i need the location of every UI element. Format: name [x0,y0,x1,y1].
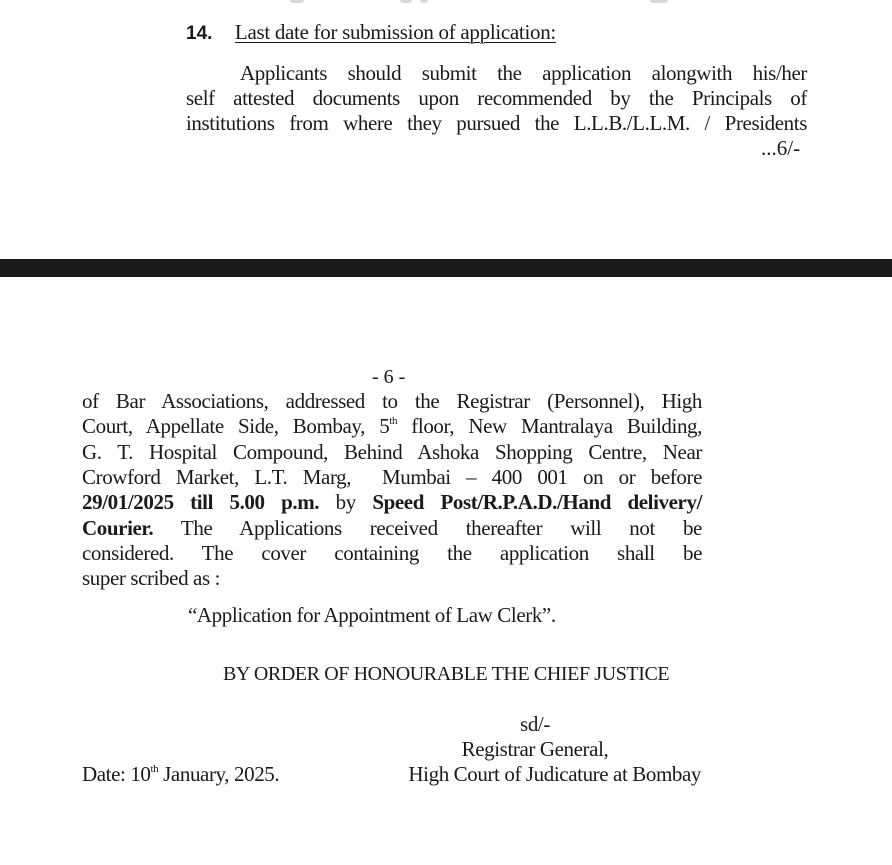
cutoff-previous-line [180,0,700,4]
page-5-fragment [0,0,892,259]
body-line [82,490,702,515]
body-text: Court, Appellate Side, Bombay, 5 [82,414,390,438]
date-text: January, 2025. [158,762,280,786]
body-line: of Bar Associations, addressed to the Registrar (Personnel), High [82,389,702,413]
section-title: Last date for submission of application: [234,20,556,44]
body-line [82,414,702,439]
signature-sd: sd/- [520,712,550,736]
superscript: th [389,415,398,427]
paragraph-line: self attested documents upon recommended by the Principals of [186,86,807,110]
continuation-marker: ...6/- [761,136,801,160]
body-line [82,516,702,541]
body-line: considered. The cover containing the application shall be [82,541,702,565]
body-line: G. T. Hospital Compound, Behind Ashoka Shopping Centre, Near [82,440,702,464]
signature-block [360,712,710,787]
delivery-modes: Speed Post/R.P.A.D./Hand delivery/ [372,490,703,514]
body-text: floor, New Mantralaya Building, [397,414,702,438]
deadline-date: 29/01/2025 till 5.00 p.m. [82,490,320,514]
signatory-designation: Registrar General, [461,737,609,761]
date-text: Date: 10 [82,762,151,786]
section-heading [186,20,556,46]
body-line: Crowford Market, L.T. Marg, Mumbai – 400 001 on or before [82,465,702,489]
page-separator [0,259,892,277]
superscription-text: “Application for Appointment of Law Clerk”. [188,603,556,627]
delivery-mode-courier: Courier. [82,516,154,540]
paragraph-line: Applicants should submit the application alongwith his/her [240,61,807,85]
body-text: by [335,490,356,514]
section-number: 14. [186,23,213,44]
paragraph-line: institutions from where they pursued the L.L.B./L.L.M. / Presidents [186,111,807,135]
signatory-institution: High Court of Judicature at Bombay [408,762,701,786]
order-line: BY ORDER OF HONOURABLE THE CHIEF JUSTICE [223,663,670,685]
page-number: - 6 - [372,366,406,388]
superscript: th [150,763,159,775]
body-line: super scribed as : [82,566,221,590]
body-text: The Applications received thereafter will not be [180,516,702,540]
issue-date [82,762,279,787]
